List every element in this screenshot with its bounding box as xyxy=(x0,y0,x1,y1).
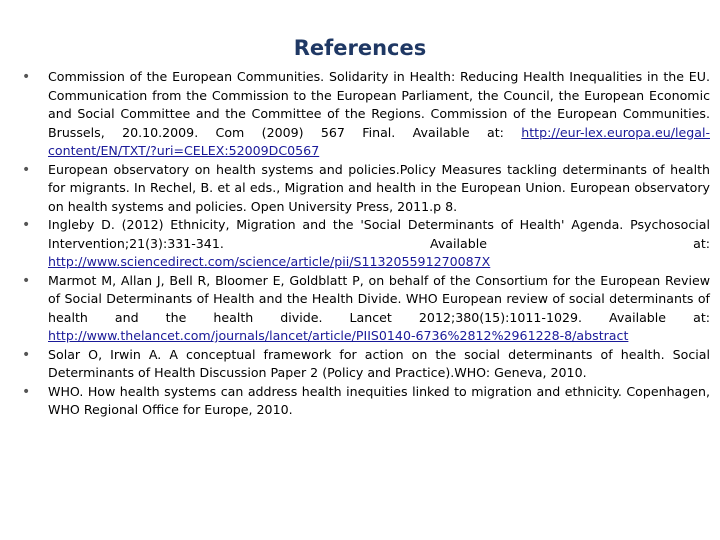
reference-text: European observatory on health systems and policies.Policy Measures tackling determinants of health for migrants. In Rechel, B. et al eds., Migration and health in the European Union. European observatory on health systems and policies. Open University Press, 2011.p 8. xyxy=(48,161,710,214)
reference-text: Marmot M, Allan J, Bell R, Bloomer E, Goldblatt P, on behalf of the Consortium for the European Review of Social Determinants of Health and the Health Divide. WHO European review of social determinants of health and the health divide. Lancet 2012;380(15):1011-1029. Available at: xyxy=(48,272,710,325)
reference-item xyxy=(20,346,710,383)
reference-item xyxy=(20,68,710,161)
page-title: References xyxy=(293,36,427,60)
bullet-icon: • xyxy=(22,69,31,85)
bullet-icon: • xyxy=(22,161,31,178)
reference-item xyxy=(20,216,710,272)
reference-list xyxy=(20,68,710,420)
bullet-icon: • xyxy=(22,346,31,363)
reference-link[interactable]: http://www.thelancet.com/journals/lancet/article/PIIS0140-6736%2812%2961228-8/abstract xyxy=(48,328,629,343)
bullet-icon: • xyxy=(22,383,31,400)
reference-text: Solar O, Irwin A. A conceptual framework for action on the social determinants of health. Social Determinants of Health Discussion Paper 2 (Policy and Practice).WHO: Geneva, 2010. xyxy=(48,346,710,380)
reference-item xyxy=(20,272,710,346)
bullet-icon: • xyxy=(22,272,31,289)
bullet-icon: • xyxy=(22,217,31,233)
reference-text: Commission of the European Communities. Solidarity in Health: Reducing Health Inequalities in the EU. Communication from the Commission to the European Parliament, the Council, the European Economic and Social Committee and the Committee of the Regions. Commission of the European Communities. Brussels, 20.10.2009. Com (2009) 567 Final. Available at: xyxy=(48,69,710,140)
reference-item xyxy=(20,383,710,420)
reference-text: WHO. How health systems can address health inequities linked to migration and ethnicity. Copenhagen, WHO Regional Office for Europe, 2010. xyxy=(48,383,710,417)
reference-text: Ingleby D. (2012) Ethnicity, Migration and the 'Social Determinants of Health' Agenda. Psychosocial Intervention;21(3):331-341. Available at: xyxy=(48,217,710,251)
reference-link[interactable]: http://www.sciencedirect.com/science/article/pii/S113205591270087X xyxy=(48,254,491,269)
reference-item xyxy=(20,161,710,217)
reference-link[interactable]: http://eur-lex.europa.eu/legal-content/EN/TXT/?uri=CELEX:52009DC0567 xyxy=(48,124,710,158)
